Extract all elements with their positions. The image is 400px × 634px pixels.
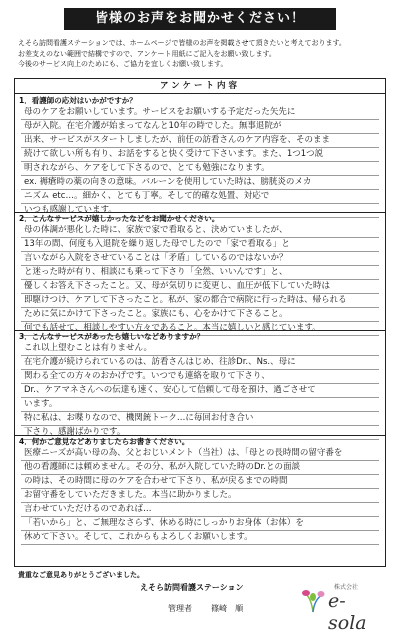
answer-2 bbox=[21, 224, 379, 336]
answer-3 bbox=[21, 342, 379, 440]
answer-line: 即駆けつけ、ケアして下さったこと。私が、家の都合で病院に行った時は、帰られる bbox=[21, 294, 379, 308]
survey-title: アンケート内容 bbox=[15, 79, 385, 94]
question-1-label: 1．看護師の応対はいかがですか？ bbox=[19, 96, 137, 105]
question-4-section bbox=[15, 436, 385, 545]
answer-line: お留守番をしていただきました。本当に助かりました。 bbox=[21, 489, 379, 503]
page-banner-title: 皆様のお声をお聞かせください！ bbox=[64, 8, 336, 30]
question-2-label: 2．こんなサービスが嬉しかったなどをお聞かせください。 bbox=[19, 214, 220, 223]
answer-1 bbox=[21, 106, 379, 218]
answer-line: 関わる全ての方々のおかげです。いつでも連絡を取りて下さり、 bbox=[21, 370, 379, 384]
intro-line: お差支えのない範囲で結構ですので、アンケート用紙にご記入をお願い致します。 bbox=[18, 49, 276, 58]
answer-line: ために気にかけて下さったこと。家族にも、心をかけて下さること。 bbox=[21, 308, 379, 322]
answer-line: 母の体調が悪化した時に、家族で家で看取ると、決めていましたが、 bbox=[21, 224, 379, 238]
manager-line bbox=[168, 603, 243, 614]
company-logo bbox=[300, 580, 380, 634]
question-1-section bbox=[15, 95, 385, 218]
answer-line: 下さり、感謝ばかりです。 bbox=[21, 426, 379, 440]
answer-line: 休めて下さい。そして、これからもよろしくお願いします。 bbox=[21, 531, 379, 545]
answer-line: ニズム etc…。細かく、とても丁寧。そして的確な処置、対応で bbox=[21, 190, 379, 204]
intro-line: えそら訪問看護ステーションでは、ホームページで皆様のお声を掲載させて頂きたいと考えております。 bbox=[18, 39, 346, 47]
answer-line: の時は、その時間に母のケアを合わせて下さり、私が戻るまでの時間 bbox=[21, 475, 379, 489]
question-2-section bbox=[15, 213, 385, 336]
answer-line: これ以上望むことは有りません。 bbox=[21, 342, 379, 356]
intro-line: 今後のサービス向上のためにも、ご協力を宜しくお願い致します。 bbox=[18, 60, 228, 68]
answer-line: 母のケアをお願いしています。サービスをお願いする予定だった矢先に bbox=[21, 106, 379, 120]
answer-line: 言わせていただけるのであれば… bbox=[21, 503, 379, 517]
answer-line: 出来、サービスがスタートしましたが、前任の訪看さんのケア内容を、そのまま bbox=[21, 134, 379, 148]
answer-line: 在宅介護が続けられているのは、訪看さんはじめ、往診Dr.、Ns.、母に bbox=[21, 356, 379, 370]
answer-line: 明されながら、ケアをして下さるので、とても勉強になります。 bbox=[21, 162, 379, 176]
survey-form bbox=[14, 78, 386, 567]
answer-4 bbox=[21, 447, 379, 545]
answer-line: いつも感謝しています。 bbox=[21, 204, 379, 218]
answer-line: 特に私は、お喋りなので、機関銃トーク…に毎回お付き合い bbox=[21, 412, 379, 426]
intro-text bbox=[18, 38, 384, 70]
manager-label: 管理者 bbox=[168, 604, 192, 613]
logo-company-small: 株式会社 bbox=[334, 584, 359, 591]
station-name: えそら訪問看護ステーション bbox=[140, 583, 244, 592]
answer-line: 優しくお答え下さったこと。又、母が気切りに変更し、血圧が低下していた時は bbox=[21, 280, 379, 294]
answer-line: Dr.、ケアマネさんへの伝達も速く、安心して信頼して母を預け、過ごさせて bbox=[21, 384, 379, 398]
answer-line: 他の看護師には頼めません。その分、私が入院していた時のDr.との面談 bbox=[21, 461, 379, 475]
answer-line: 母が入院。在宅介護が始まってなんと10年の時でした。無事退院が bbox=[21, 120, 379, 134]
answer-line: 医療ニーズが高い母の為、父とおじいメント（当社）は、「母との長時間の留守番を bbox=[21, 447, 379, 461]
answer-line: ex. 褥瘡時の薬の向きの意味。バルーンを使用していた時は、膀胱炎のメカ bbox=[21, 176, 379, 190]
answer-line: 「若いから」と、ご無理なさらず、休める時にしっかりお身体（お体）を bbox=[21, 517, 379, 531]
answer-line: と迷った時が有り、相談にも乗って下さり「全然、いいんです」と、 bbox=[21, 266, 379, 280]
logo-brand-text: e-sola bbox=[328, 590, 367, 634]
answer-line: 言いながら入院をさせていることは「矛盾」しているのではないか？ bbox=[21, 252, 379, 266]
answer-line: 続けて欲しい所も有り、お話をすると快く受けて下さいます。また、1つ1つ説 bbox=[21, 148, 379, 162]
flower-logo-icon bbox=[300, 586, 326, 614]
answer-line: います。 bbox=[21, 398, 379, 412]
manager-name: 篠崎 順 bbox=[211, 604, 244, 613]
question-3-section bbox=[15, 331, 385, 440]
thanks-note: 貴重なご意見ありがとうございました。 bbox=[18, 571, 144, 579]
answer-line: 13年の間、何度も入退院を繰り返した母でしたので「家で看取る」と bbox=[21, 238, 379, 252]
question-4-label: 4．何かご意見などありましたらお書きください。 bbox=[19, 437, 190, 446]
answer-line: 何でも話せて、相談しやすい方々であること。本当に嬉しいと感じています。 bbox=[21, 322, 379, 336]
question-3-label: 3．こんなサービスがあったら嬉しいなどありますか？ bbox=[19, 332, 205, 341]
